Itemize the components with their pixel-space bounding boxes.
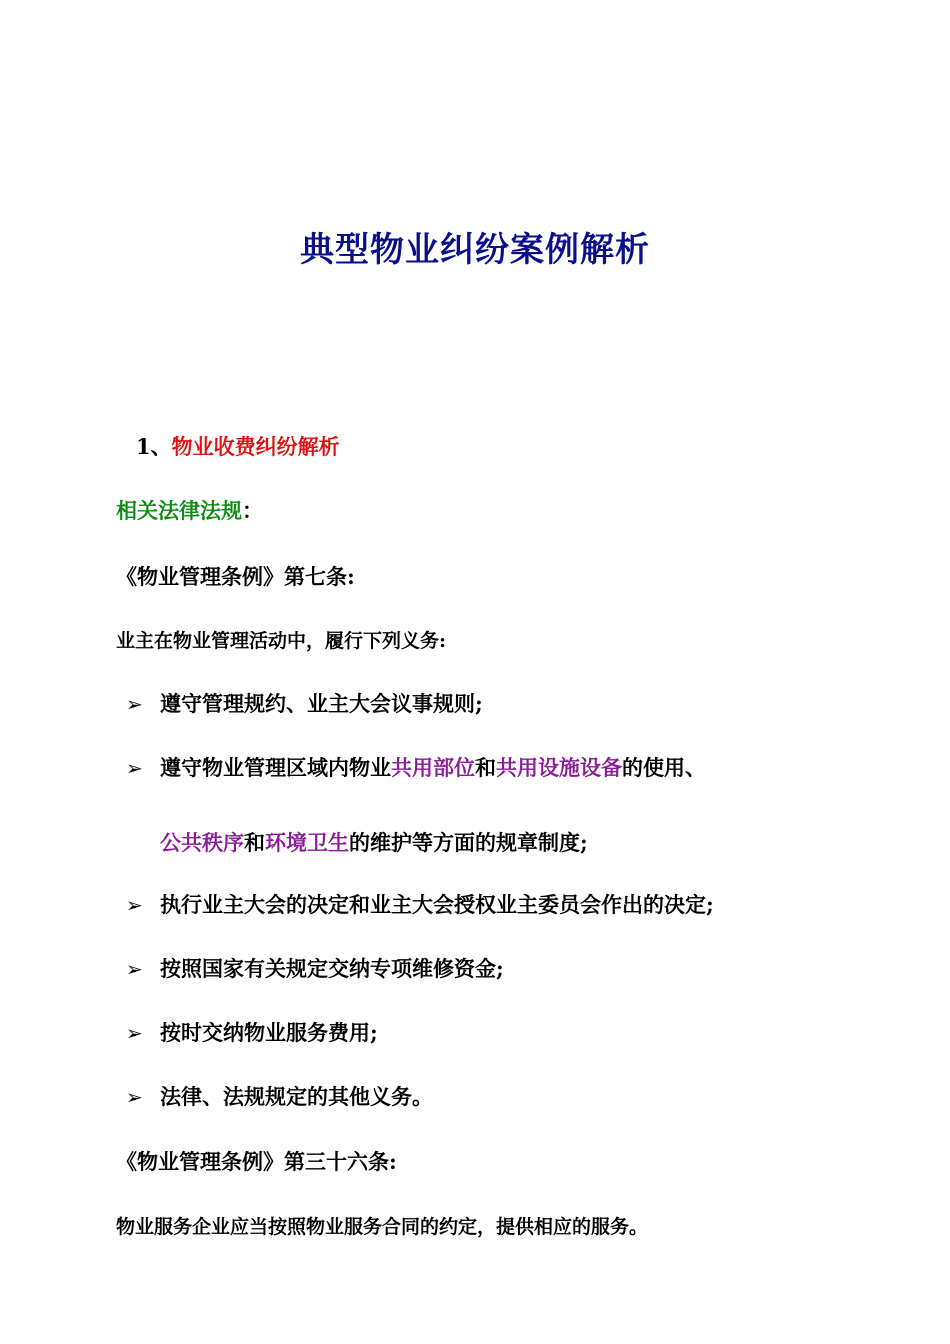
section-number: 1、	[136, 434, 172, 459]
related-laws-colon: ：	[242, 498, 263, 523]
arrow-bullet-icon: ➢	[126, 756, 143, 780]
list-item-text: 的使用、	[622, 755, 706, 780]
list-item	[126, 890, 714, 920]
list-item-text: 按时交纳物业服务费用;	[160, 1020, 378, 1045]
list-item-text: 执行业主大会的决定和业主大会授权业主委员会作出的决定;	[160, 892, 714, 917]
arrow-bullet-icon: ➢	[126, 893, 143, 917]
section-title: 物业收费纠纷解析	[171, 434, 340, 459]
list-item-text: 按照国家有关规定交纳专项维修资金;	[160, 956, 504, 981]
arrow-bullet-icon: ➢	[126, 692, 143, 716]
list-item	[126, 689, 483, 719]
list-item-text: 的维护等方面的规章制度;	[349, 830, 588, 855]
highlight-term: 共用设施设备	[496, 755, 622, 780]
list-item-text: 和	[244, 830, 265, 855]
list-item-text: 遵守物业管理区域内物业	[160, 755, 391, 780]
arrow-bullet-icon: ➢	[126, 957, 143, 981]
list-item	[126, 1018, 378, 1048]
related-laws-label-line	[116, 496, 263, 526]
list-item	[126, 1082, 433, 1112]
highlight-term: 环境卫生	[265, 830, 349, 855]
article-7-heading: 《物业管理条例》第七条:	[116, 564, 355, 589]
section-heading	[136, 432, 340, 462]
list-item	[126, 753, 706, 783]
list-item-text: 遵守管理规约、业主大会议事规则;	[160, 691, 483, 716]
list-item-text: 和	[475, 755, 496, 780]
list-item-text: 法律、法规规定的其他义务。	[160, 1084, 433, 1109]
arrow-bullet-icon: ➢	[126, 1085, 143, 1109]
list-item-continuation	[160, 828, 588, 858]
highlight-term: 共用部位	[391, 755, 475, 780]
article-7-intro: 业主在物业管理活动中，履行下列义务:	[116, 630, 447, 652]
related-laws-label: 相关法律法规	[116, 498, 242, 523]
highlight-term: 公共秩序	[160, 830, 244, 855]
list-item	[126, 954, 504, 984]
document-title: 典型物业纠纷案例解析	[300, 230, 650, 270]
article-36-heading: 《物业管理条例》第三十六条:	[116, 1149, 397, 1174]
arrow-bullet-icon: ➢	[126, 1021, 143, 1045]
article-36-body: 物业服务企业应当按照物业服务合同的约定，提供相应的服务。	[116, 1216, 649, 1238]
